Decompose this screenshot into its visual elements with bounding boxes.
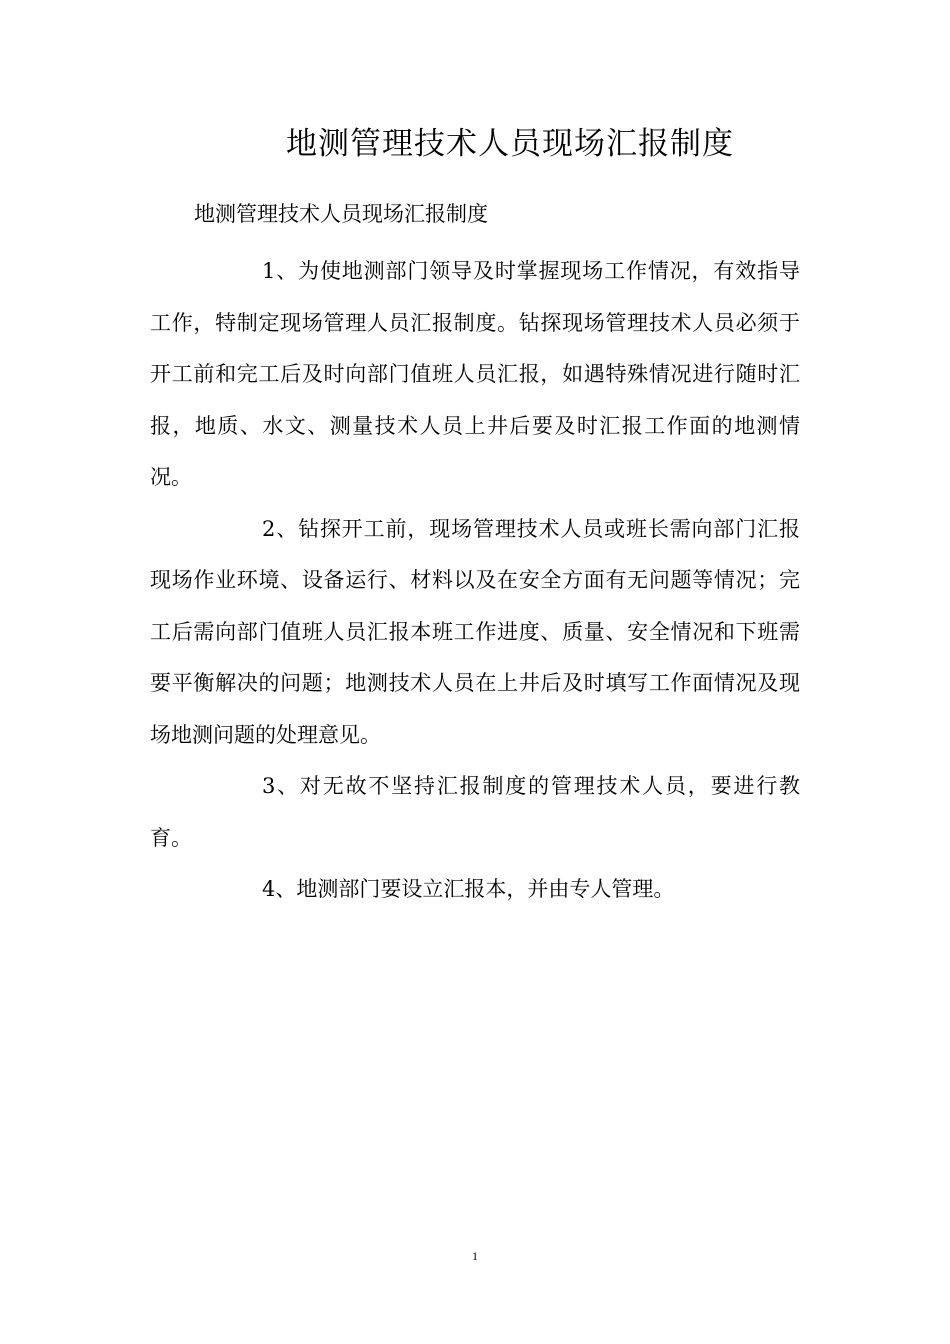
paragraph-2-number: 2	[262, 516, 276, 541]
paragraph-1-number: 1	[262, 259, 276, 283]
paragraph-4	[150, 864, 800, 916]
paragraph-2-text: 、钻探开工前，现场管理技术人员或班长需向部门汇报现场作业环境、设备运行、材料以及在安全方面有无问题等情况；完工后需向部门值班人员汇报本班工作进度、质量、安全情况和下班需要平衡解决的问题；地测技术人员在上井后及时填写工作面情况及现场地测问题的处理意见。	[150, 516, 800, 747]
paragraph-3-number: 3	[262, 774, 276, 798]
paragraph-3-text: 、对无故不坚持汇报制度的管理技术人员，要进行教育。	[150, 774, 800, 850]
paragraph-1-text: 、为使地测部门领导及时掌握现场工作情况，有效指导工作，特制定现场管理人员汇报制度。钻探现场管理技术人员必须于开工前和完工后及时向部门值班人员汇报，如遇特殊情况进行随时汇报，地质、水文、测量技术人员上井后要及时汇报工作面的地测情况。	[150, 259, 800, 489]
document-subtitle: 地测管理技术人员现场汇报制度	[194, 202, 488, 226]
paragraph-4-number: 4	[262, 877, 276, 901]
paragraph-1	[150, 246, 800, 504]
paragraph-2	[150, 504, 800, 762]
document-body	[150, 246, 800, 916]
paragraph-3	[150, 761, 800, 864]
document-title: 地测管理技术人员现场汇报制度	[286, 126, 734, 162]
page-number: 1	[472, 1249, 478, 1263]
paragraph-4-text: 、地测部门要设立汇报本，并由专人管理。	[275, 877, 675, 901]
